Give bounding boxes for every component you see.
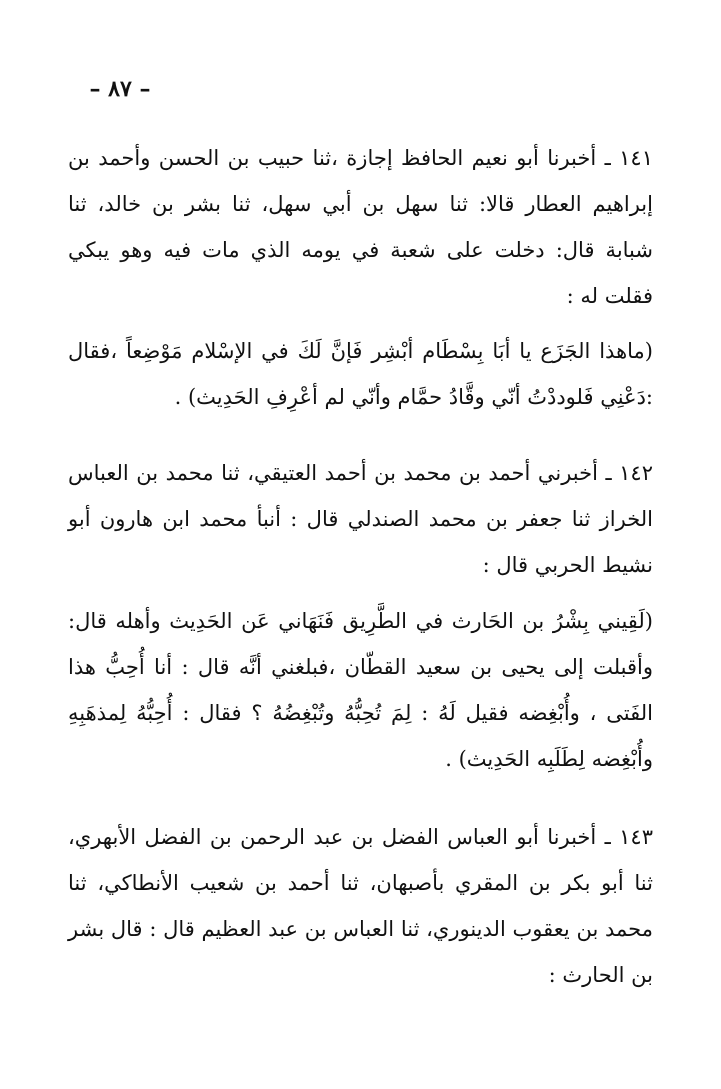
quote-142: (لَقِيني بِشْرُ بن الحَارث في الطَّرِيق فَنَهَاني عَن الحَدِيث وأهله قال: وأقبلت إلى يحيى بن سعيد القطّان ،فبلغني أنَّه قال : أنا أُحِبُّ هذا الفَتى ، وأُبْغِضه فقيل لَهُ : لِمَ تُحِبُّهُ وتُبْغِضُهُ ؟ فقال : أُحِبُّهُ لِمذهَبِهِ وأُبْغِضه لِطَلَبِه الحَدِيث) . (68, 609, 653, 771)
narration-143: ١٤٣ ـ أخبرنا أبو العباس الفضل بن عبد الرحمن بن الفضل الأبهري، ثنا أبو بكر بن المقري بأصبهان، ثنا أحمد بن شعيب الأنطاكي، ثنا محمد بن يعقوب الدينوري، ثنا العباس بن عبد العظيم قال : قال بشر بن الحارث : (68, 825, 653, 987)
quote-141: (ماهذا الجَزَع يا أبَا بِسْطَام أبْشِر فَإنَّ لَكَ في الإسْلام مَوْضِعاً ،فقال :دَعْنِي فَلوددْتُ أنّي وقَّادُ حمَّام وأنّي لم أعْرِفِ الحَدِيث) . (68, 339, 653, 409)
narration-142: ١٤٢ ـ أخبرني أحمد بن محمد بن أحمد العتيقي، ثنا محمد بن العباس الخراز ثنا جعفر بن محمد الصندلي قال : أنبأ محمد ابن هارون أبو نشيط الحربي قال : (68, 461, 653, 577)
page-number: – ٨٧ – (89, 76, 151, 102)
narration-141: ١٤١ ـ أخبرنا أبو نعيم الحافظ إجازة ،ثنا حبيب بن الحسن وأحمد بن إبراهيم العطار قالا: ثنا سهل بن أبي سهل، ثنا بشر بن خالد، ثنا شبابة قال: دخلت على شعبة في يومه الذي مات فيه وهو يبكي فقلت له : (68, 146, 653, 308)
